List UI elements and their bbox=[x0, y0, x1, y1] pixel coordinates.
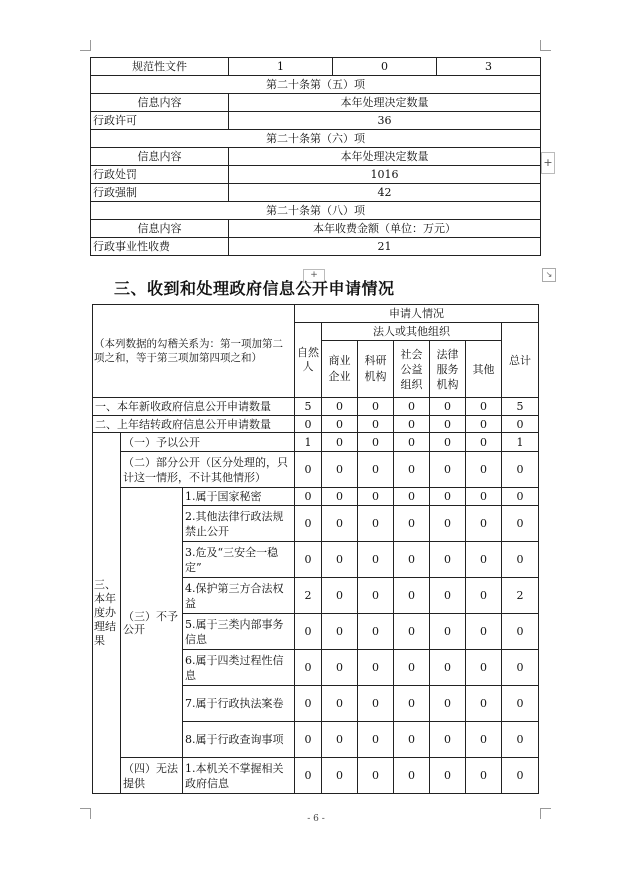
header-cell: 自然人 bbox=[295, 323, 322, 398]
note-cell: （本列数据的勾稽关系为：第一项加第二项之和，等于第三项加第四项之和） bbox=[93, 305, 295, 398]
cell-value: 36 bbox=[229, 112, 541, 130]
cell-value: 0 bbox=[358, 398, 394, 416]
cell-value: 2 bbox=[295, 578, 322, 614]
row-label: 规范性文件 bbox=[91, 58, 229, 76]
table-row bbox=[91, 112, 541, 130]
header-cell: 本年处理决定数量 bbox=[229, 94, 541, 112]
cell-value: 0 bbox=[466, 722, 502, 758]
header-cell: 其他 bbox=[466, 341, 502, 398]
cell-value: 0 bbox=[322, 722, 358, 758]
cell-value: 0 bbox=[295, 650, 322, 686]
crop-mark-top-left bbox=[80, 40, 91, 51]
cell-value: 0 bbox=[322, 578, 358, 614]
table-row bbox=[91, 202, 541, 220]
row-label: （一）予以公开 bbox=[121, 433, 295, 452]
cell-value: 0 bbox=[466, 416, 502, 433]
cell-value: 0 bbox=[295, 542, 322, 578]
cell-value: 0 bbox=[322, 758, 358, 794]
table-row bbox=[91, 166, 541, 184]
cell-value: 0 bbox=[295, 488, 322, 506]
cell-value: 0 bbox=[333, 58, 437, 76]
row-label: 行政处罚 bbox=[91, 166, 229, 184]
cell-value: 1016 bbox=[229, 166, 541, 184]
cell-value: 0 bbox=[466, 452, 502, 488]
add-row-button[interactable]: + bbox=[303, 269, 325, 283]
row-label: 1.属于国家秘密 bbox=[183, 488, 295, 506]
row-label: 8.属于行政查询事项 bbox=[183, 722, 295, 758]
cell-value: 0 bbox=[394, 614, 430, 650]
cell-value: 2 bbox=[502, 578, 539, 614]
cell-value: 1 bbox=[295, 433, 322, 452]
cell-value: 0 bbox=[358, 416, 394, 433]
cell-value: 42 bbox=[229, 184, 541, 202]
cell-value: 0 bbox=[322, 433, 358, 452]
cell-value: 0 bbox=[358, 433, 394, 452]
cell-value: 0 bbox=[394, 416, 430, 433]
table-row bbox=[91, 238, 541, 256]
cell-value: 0 bbox=[394, 452, 430, 488]
cell-value: 0 bbox=[430, 686, 466, 722]
header-cell: 本年处理决定数量 bbox=[229, 148, 541, 166]
cell-value: 0 bbox=[394, 686, 430, 722]
row-label: 7.属于行政执法案卷 bbox=[183, 686, 295, 722]
cell-value: 0 bbox=[358, 758, 394, 794]
cell-value: 0 bbox=[502, 488, 539, 506]
table-row bbox=[93, 488, 539, 506]
cell-value: 0 bbox=[358, 452, 394, 488]
cell-value: 0 bbox=[430, 433, 466, 452]
row-label: 6.属于四类过程性信息 bbox=[183, 650, 295, 686]
cell-value: 0 bbox=[466, 506, 502, 542]
cell-value: 0 bbox=[394, 542, 430, 578]
cell-value: 0 bbox=[466, 542, 502, 578]
table-row bbox=[93, 398, 539, 416]
cell-value: 0 bbox=[358, 722, 394, 758]
cell-value: 0 bbox=[358, 542, 394, 578]
cell-value: 1 bbox=[229, 58, 333, 76]
group-label: 三、本年度办理结果 bbox=[93, 433, 121, 794]
cell-value: 0 bbox=[430, 452, 466, 488]
row-label: 一、本年新收政府信息公开申请数量 bbox=[93, 398, 295, 416]
cell-value: 0 bbox=[322, 650, 358, 686]
cell-value: 0 bbox=[358, 488, 394, 506]
cell-value: 0 bbox=[322, 686, 358, 722]
cell-value: 0 bbox=[502, 650, 539, 686]
cell-value: 0 bbox=[502, 542, 539, 578]
cell-value: 0 bbox=[430, 506, 466, 542]
cell-value: 0 bbox=[394, 433, 430, 452]
header-cell: 法律服务机构 bbox=[430, 341, 466, 398]
table-resize-handle[interactable]: ↘ bbox=[542, 268, 556, 282]
cell-value: 0 bbox=[466, 614, 502, 650]
cell-value: 0 bbox=[466, 398, 502, 416]
cell-value: 0 bbox=[430, 650, 466, 686]
cell-value: 1 bbox=[502, 433, 539, 452]
cell-value: 0 bbox=[502, 614, 539, 650]
cell-value: 0 bbox=[502, 506, 539, 542]
row-label: （二）部分公开（区分处理的，只计这一情形，不计其他情形） bbox=[121, 452, 295, 488]
cell-value: 0 bbox=[430, 416, 466, 433]
table-row bbox=[91, 220, 541, 238]
cell-value: 0 bbox=[295, 722, 322, 758]
cell-value: 0 bbox=[358, 578, 394, 614]
section-heading: 第二十条第（六）项 bbox=[91, 130, 541, 148]
section-title: 三、收到和处理政府信息公开申请情况 bbox=[114, 279, 395, 298]
cell-value: 0 bbox=[430, 398, 466, 416]
table-row bbox=[93, 433, 539, 452]
row-label: 行政事业性收费 bbox=[91, 238, 229, 256]
section-heading: 第二十条第（五）项 bbox=[91, 76, 541, 94]
header-cell: 总计 bbox=[502, 323, 539, 398]
row-label: 二、上年结转政府信息公开申请数量 bbox=[93, 416, 295, 433]
table-row bbox=[91, 130, 541, 148]
table-row bbox=[91, 94, 541, 112]
header-cell: 申请人情况 bbox=[295, 305, 539, 323]
cell-value: 0 bbox=[322, 398, 358, 416]
cell-value: 0 bbox=[322, 452, 358, 488]
cell-value: 3 bbox=[437, 58, 541, 76]
cell-value: 0 bbox=[295, 686, 322, 722]
cell-value: 0 bbox=[466, 488, 502, 506]
table-row bbox=[93, 305, 539, 323]
section-heading: 第二十条第（八）项 bbox=[91, 202, 541, 220]
cell-value: 0 bbox=[394, 488, 430, 506]
table-row bbox=[91, 58, 541, 76]
cell-value: 0 bbox=[430, 614, 466, 650]
cell-value: 0 bbox=[430, 578, 466, 614]
cell-value: 5 bbox=[502, 398, 539, 416]
cell-value: 0 bbox=[394, 398, 430, 416]
cell-value: 21 bbox=[229, 238, 541, 256]
cell-value: 0 bbox=[295, 416, 322, 433]
table-row bbox=[93, 416, 539, 433]
cell-value: 0 bbox=[430, 542, 466, 578]
row-label: 4.保护第三方合法权益 bbox=[183, 578, 295, 614]
table-row bbox=[93, 452, 539, 488]
header-cell: 信息内容 bbox=[91, 220, 229, 238]
subgroup-label: （四）无法提供 bbox=[121, 758, 183, 794]
crop-mark-top-right bbox=[540, 40, 551, 51]
add-column-button[interactable]: + bbox=[541, 152, 555, 174]
subgroup-label: （三）不予公开 bbox=[121, 488, 183, 758]
table-row bbox=[91, 184, 541, 202]
table-row bbox=[93, 758, 539, 794]
cell-value: 0 bbox=[322, 614, 358, 650]
cell-value: 0 bbox=[394, 506, 430, 542]
cell-value: 0 bbox=[466, 433, 502, 452]
cell-value: 0 bbox=[466, 578, 502, 614]
cell-value: 0 bbox=[358, 506, 394, 542]
cell-value: 0 bbox=[430, 488, 466, 506]
cell-value: 0 bbox=[430, 722, 466, 758]
cell-value: 0 bbox=[394, 578, 430, 614]
cell-value: 5 bbox=[295, 398, 322, 416]
cell-value: 0 bbox=[295, 614, 322, 650]
application-table bbox=[92, 304, 539, 794]
cell-value: 0 bbox=[322, 542, 358, 578]
table-row bbox=[91, 148, 541, 166]
header-cell: 法人或其他组织 bbox=[322, 323, 502, 341]
cell-value: 0 bbox=[394, 650, 430, 686]
header-cell: 科研机构 bbox=[358, 341, 394, 398]
cell-value: 0 bbox=[322, 488, 358, 506]
cell-value: 0 bbox=[466, 758, 502, 794]
cell-value: 0 bbox=[358, 650, 394, 686]
table-row bbox=[91, 76, 541, 94]
header-cell: 信息内容 bbox=[91, 148, 229, 166]
cell-value: 0 bbox=[502, 722, 539, 758]
cell-value: 0 bbox=[502, 758, 539, 794]
cell-value: 0 bbox=[502, 452, 539, 488]
header-cell: 信息内容 bbox=[91, 94, 229, 112]
cell-value: 0 bbox=[502, 686, 539, 722]
header-cell: 本年收费金额（单位：万元） bbox=[229, 220, 541, 238]
row-label: 1.本机关不掌握相关政府信息 bbox=[183, 758, 295, 794]
row-label: 5.属于三类内部事务信息 bbox=[183, 614, 295, 650]
cell-value: 0 bbox=[394, 722, 430, 758]
cell-value: 0 bbox=[466, 650, 502, 686]
row-label: 行政许可 bbox=[91, 112, 229, 130]
row-label: 3.危及“三安全一稳定” bbox=[183, 542, 295, 578]
cell-value: 0 bbox=[322, 416, 358, 433]
cell-value: 0 bbox=[295, 452, 322, 488]
cell-value: 0 bbox=[295, 506, 322, 542]
cell-value: 0 bbox=[295, 758, 322, 794]
cell-value: 0 bbox=[358, 686, 394, 722]
header-cell: 社会公益组织 bbox=[394, 341, 430, 398]
page-number: - 6 - bbox=[307, 814, 325, 824]
active-disclosure-table bbox=[90, 57, 541, 256]
cell-value: 0 bbox=[358, 614, 394, 650]
row-label: 2.其他法律行政法规禁止公开 bbox=[183, 506, 295, 542]
cell-value: 0 bbox=[322, 506, 358, 542]
row-label: 行政强制 bbox=[91, 184, 229, 202]
cell-value: 0 bbox=[502, 416, 539, 433]
cell-value: 0 bbox=[430, 758, 466, 794]
header-cell: 商业企业 bbox=[322, 341, 358, 398]
cell-value: 0 bbox=[394, 758, 430, 794]
cell-value: 0 bbox=[466, 686, 502, 722]
